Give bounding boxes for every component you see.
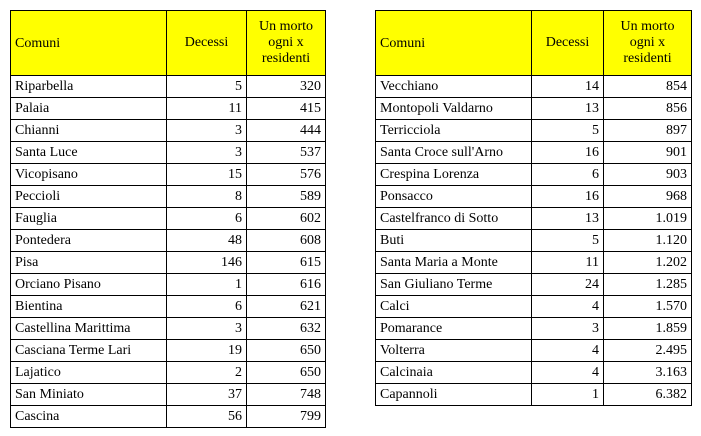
comune-cell: Palaia — [11, 98, 167, 120]
table-row — [11, 296, 326, 318]
ratio-cell: 1.019 — [604, 208, 692, 230]
ratio-cell: 589 — [247, 186, 326, 208]
ratio-cell: 320 — [247, 76, 326, 98]
decessi-cell: 5 — [167, 76, 247, 98]
ratio-cell: 799 — [247, 406, 326, 428]
table-row — [376, 340, 692, 362]
comune-cell: Montopoli Valdarno — [376, 98, 532, 120]
table-row — [376, 230, 692, 252]
ratio-cell: 650 — [247, 362, 326, 384]
header-comuni: Comuni — [376, 11, 532, 76]
comune-cell: Orciano Pisano — [11, 274, 167, 296]
comune-cell: Santa Maria a Monte — [376, 252, 532, 274]
header-ratio — [247, 11, 326, 76]
table-row — [376, 274, 692, 296]
decessi-cell: 11 — [532, 252, 604, 274]
header-ratio — [604, 11, 692, 76]
table-row — [11, 384, 326, 406]
ratio-cell: 1.120 — [604, 230, 692, 252]
comune-cell: Santa Croce sull'Arno — [376, 142, 532, 164]
table-row — [376, 296, 692, 318]
ratio-cell: 1.285 — [604, 274, 692, 296]
decessi-cell: 56 — [167, 406, 247, 428]
table-row — [376, 318, 692, 340]
header-comuni: Comuni — [11, 11, 167, 76]
header-ratio-line3: residenti — [261, 51, 311, 66]
comune-cell: Bientina — [11, 296, 167, 318]
ratio-cell: 1.859 — [604, 318, 692, 340]
table-row — [376, 186, 692, 208]
table-row — [11, 208, 326, 230]
ratio-cell: 537 — [247, 142, 326, 164]
header-decessi: Decessi — [167, 11, 247, 76]
comune-cell: Calcinaia — [376, 362, 532, 384]
comune-cell: Buti — [376, 230, 532, 252]
comune-cell: Crespina Lorenza — [376, 164, 532, 186]
decessi-cell: 5 — [532, 120, 604, 142]
table-row — [11, 186, 326, 208]
header-decessi: Decessi — [532, 11, 604, 76]
comune-cell: Fauglia — [11, 208, 167, 230]
ratio-cell: 903 — [604, 164, 692, 186]
ratio-cell: 6.382 — [604, 384, 692, 406]
table-row — [11, 406, 326, 428]
table-row — [11, 340, 326, 362]
comune-cell: Vecchiano — [376, 76, 532, 98]
table-row — [376, 208, 692, 230]
ratio-cell: 632 — [247, 318, 326, 340]
comune-cell: Ponsacco — [376, 186, 532, 208]
comune-cell: Casciana Terme Lari — [11, 340, 167, 362]
ratio-cell: 854 — [604, 76, 692, 98]
decessi-cell: 4 — [532, 362, 604, 384]
table-row — [11, 98, 326, 120]
ratio-cell: 616 — [247, 274, 326, 296]
table-row — [376, 164, 692, 186]
comune-cell: Volterra — [376, 340, 532, 362]
ratio-cell: 602 — [247, 208, 326, 230]
table-row — [376, 142, 692, 164]
decessi-cell: 3 — [167, 142, 247, 164]
decessi-cell: 6 — [532, 164, 604, 186]
comune-cell: San Miniato — [11, 384, 167, 406]
comune-cell: Riparbella — [11, 76, 167, 98]
right-table — [375, 10, 692, 406]
table-row — [11, 142, 326, 164]
decessi-cell: 15 — [167, 164, 247, 186]
right-table-body — [376, 76, 692, 406]
comune-cell: Vicopisano — [11, 164, 167, 186]
comune-cell: Cascina — [11, 406, 167, 428]
table-row — [376, 98, 692, 120]
comune-cell: Calci — [376, 296, 532, 318]
ratio-cell: 3.163 — [604, 362, 692, 384]
decessi-cell: 14 — [532, 76, 604, 98]
decessi-cell: 11 — [167, 98, 247, 120]
header-ratio-line3: residenti — [623, 51, 672, 66]
header-ratio-line2: ogni x — [268, 35, 304, 50]
comune-cell: Lajatico — [11, 362, 167, 384]
ratio-cell: 968 — [604, 186, 692, 208]
ratio-cell: 856 — [604, 98, 692, 120]
decessi-cell: 6 — [167, 208, 247, 230]
table-row — [11, 318, 326, 340]
table-row — [11, 252, 326, 274]
decessi-cell: 146 — [167, 252, 247, 274]
comune-cell: Santa Luce — [11, 142, 167, 164]
decessi-cell: 5 — [532, 230, 604, 252]
decessi-cell: 13 — [532, 208, 604, 230]
comune-cell: Pisa — [11, 252, 167, 274]
decessi-cell: 4 — [532, 340, 604, 362]
decessi-cell: 3 — [532, 318, 604, 340]
ratio-cell: 444 — [247, 120, 326, 142]
decessi-cell: 3 — [167, 318, 247, 340]
ratio-cell: 901 — [604, 142, 692, 164]
comune-cell: Castellina Marittima — [11, 318, 167, 340]
decessi-cell: 24 — [532, 274, 604, 296]
decessi-cell: 4 — [532, 296, 604, 318]
left-table-body — [11, 76, 326, 428]
decessi-cell: 37 — [167, 384, 247, 406]
decessi-cell: 8 — [167, 186, 247, 208]
ratio-cell: 650 — [247, 340, 326, 362]
decessi-cell: 19 — [167, 340, 247, 362]
ratio-cell: 576 — [247, 164, 326, 186]
left-table — [10, 10, 326, 428]
table-row — [11, 120, 326, 142]
decessi-cell: 13 — [532, 98, 604, 120]
decessi-cell: 2 — [167, 362, 247, 384]
comune-cell: San Giuliano Terme — [376, 274, 532, 296]
ratio-cell: 748 — [247, 384, 326, 406]
comune-cell: Pontedera — [11, 230, 167, 252]
table-row — [376, 252, 692, 274]
ratio-cell: 1.570 — [604, 296, 692, 318]
ratio-cell: 621 — [247, 296, 326, 318]
header-row — [376, 11, 692, 76]
comune-cell: Peccioli — [11, 186, 167, 208]
table-row — [11, 362, 326, 384]
table-row — [11, 164, 326, 186]
ratio-cell: 897 — [604, 120, 692, 142]
ratio-cell: 2.495 — [604, 340, 692, 362]
header-ratio-line1: Un morto — [258, 19, 314, 34]
ratio-cell: 608 — [247, 230, 326, 252]
header-row — [11, 11, 326, 76]
decessi-cell: 3 — [167, 120, 247, 142]
table-row — [376, 362, 692, 384]
decessi-cell: 16 — [532, 142, 604, 164]
table-row — [11, 76, 326, 98]
header-ratio-line2: ogni x — [629, 35, 666, 50]
comune-cell: Castelfranco di Sotto — [376, 208, 532, 230]
table-row — [11, 230, 326, 252]
decessi-cell: 1 — [167, 274, 247, 296]
comune-cell: Pomarance — [376, 318, 532, 340]
decessi-cell: 48 — [167, 230, 247, 252]
decessi-cell: 1 — [532, 384, 604, 406]
decessi-cell: 16 — [532, 186, 604, 208]
table-row — [11, 274, 326, 296]
comune-cell: Chianni — [11, 120, 167, 142]
table-row — [376, 384, 692, 406]
comune-cell: Capannoli — [376, 384, 532, 406]
header-ratio-line1: Un morto — [620, 19, 675, 34]
ratio-cell: 615 — [247, 252, 326, 274]
ratio-cell: 415 — [247, 98, 326, 120]
comune-cell: Terricciola — [376, 120, 532, 142]
ratio-cell: 1.202 — [604, 252, 692, 274]
table-row — [376, 120, 692, 142]
table-row — [376, 76, 692, 98]
decessi-cell: 6 — [167, 296, 247, 318]
